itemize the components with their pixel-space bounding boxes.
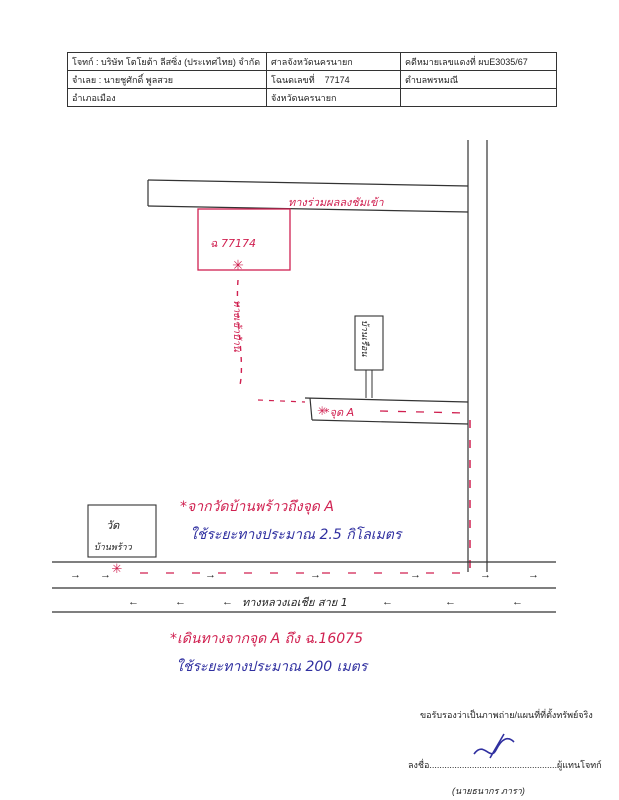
side-road-end [310, 398, 312, 420]
side-road-upper-edge [305, 398, 468, 402]
signer-role: ผู้แทนโจทก์ [556, 760, 602, 770]
note2-line2: ใช้ระยะทางประมาณ 200 เมตร [176, 659, 368, 675]
temple-label: วัด [106, 519, 120, 532]
province-cell: จังหวัดนครนายก [267, 89, 401, 107]
arrow-right-icon: → [310, 569, 321, 581]
arrow-right-icon: → [480, 569, 491, 581]
arrow-left-icon: ← [445, 596, 456, 608]
case-number-cell: คดีหมายเลขแดงที่ ผบE3035/67 [401, 53, 557, 71]
parcel-label: ฉ 77174 [210, 237, 256, 250]
upper-lane-arrows [70, 569, 539, 581]
point-a-label: *จุด A [324, 406, 355, 419]
subdistrict-cell: ตำบลพรหมณี [401, 71, 557, 89]
top-road-label: ทางร่วมผลลงชัมเข้า [288, 196, 384, 209]
point-a-marker: ✳ [317, 404, 328, 418]
arrow-right-icon: → [528, 569, 539, 581]
top-road-upper-edge [148, 180, 468, 186]
court-cell: ศาลจังหวัดนครนายก [267, 53, 401, 71]
arrow-left-icon: ← [128, 596, 139, 608]
signature-prefix: ลงชื่อ................................................... [408, 760, 557, 770]
side-road-route [380, 411, 465, 413]
highway-label: ทางหลวงเอเชีย สาย 1 [242, 596, 348, 609]
temple-sub-label: บ้านพร้าว [94, 543, 132, 553]
arrow-left-icon: ← [382, 596, 393, 608]
note2-line1: *เดินทางจากจุด A ถึง ฉ.16075 [170, 631, 363, 647]
defendant-cell: จำเลย : นายชูศักดิ์ พูลสวย [68, 71, 267, 89]
parcel-marker: ✳ [232, 257, 244, 273]
building-label: บ้านเรือน [359, 320, 369, 357]
deed-number: 77174 [324, 74, 350, 85]
arrow-left-icon: ← [512, 596, 523, 608]
arrow-left-icon: ← [222, 596, 233, 608]
arrow-right-icon: → [205, 569, 216, 581]
plaintiff-cell: โจทก์ : บริษัท โตโยต้า ลีสซิ่ง (ประเทศไทย) จำกัด [68, 53, 267, 71]
note1-line2: ใช้ระยะทางประมาณ 2.5 กิโลเมตร [190, 527, 402, 543]
arrow-right-icon: → [410, 569, 421, 581]
certification-text: ขอรับรองว่าเป็นภาพถ่าย/แผนที่ที่ตั้งทรัพย์จริง [420, 710, 593, 720]
note1-line1: *จากวัดบ้านพร้าวถึงจุด A [180, 499, 334, 515]
arrow-right-icon: → [100, 569, 111, 581]
district-cell: อำเภอเมือง [68, 89, 267, 107]
temple-marker: ✳ [111, 561, 123, 576]
signature-line [408, 758, 602, 772]
deed-label: โฉนดเลขที่ [271, 74, 315, 85]
path-label: ทางเข้าบ้าน [231, 300, 242, 352]
arrow-left-icon: ← [175, 596, 186, 608]
access-path-to-point [258, 400, 305, 402]
signer-name: (นายธนากร ภารา) [452, 786, 525, 796]
arrow-right-icon: → [70, 569, 81, 581]
